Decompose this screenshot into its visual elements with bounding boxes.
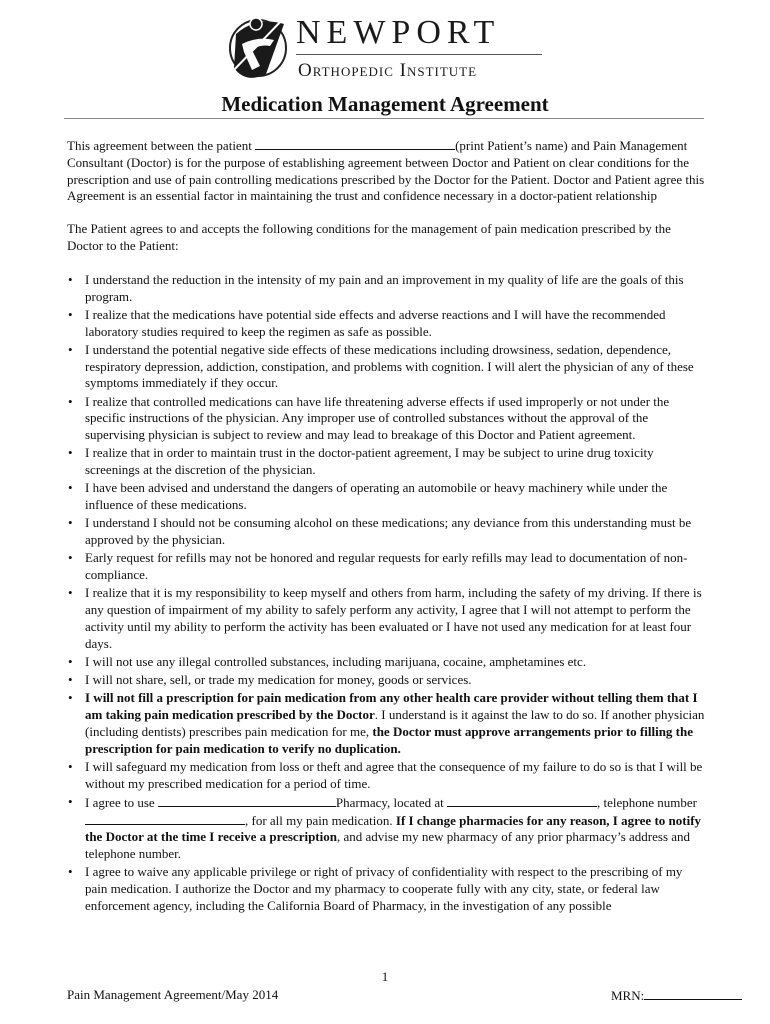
- list-item: • Early request for refills may not be honored and regular requests for early refills may lead to documentation of non-compliance.: [68, 550, 688, 583]
- list-item-pharmacy: • I agree to use Pharmacy, located at , telephone number , for all my pain medication. If I change pharmacies for any reason, I agree to notify the Doctor at the time I receive a prescription, and advise my new pharmacy of any prior pharmacy’s address and telephone number.: [68, 793, 702, 862]
- patient-name-field[interactable]: [255, 137, 455, 150]
- list-item-prescription: • I will not fill a prescription for pain medication from any other health care provider without telling them that I am taking pain medication prescribed by the Doctor. I understand is it against the law to do so. If another physician (including dentists) prescribes pain medication for me, the Doctor must approve arrangements prior to filling the prescription for pain medication to verify no duplication.: [68, 690, 705, 756]
- title-underline: [64, 118, 704, 119]
- conditions-lead: The Patient agrees to and accepts the following conditions for the management of pain medication prescribed by the Doctor to the Patient:: [67, 221, 671, 253]
- list-item: • I will not use any illegal controlled substances, including marijuana, cocaine, amphetamines etc.: [68, 653, 587, 669]
- brand-name: NEWPORT: [296, 14, 501, 51]
- list-item: • I realize that in order to maintain trust in the doctor-patient agreement, I may be subject to urine drug toxicity screenings at the discretion of the physician.: [68, 445, 654, 478]
- list-item: • I agree to waive any applicable privilege or right of privacy of confidentiality with respect to the prescribing of my pain medication. I authorize the Doctor and my pharmacy to cooperate fully with any city, state, or federal law enforcement agency, including the California Board of Pharmacy, in the investigation of any possible: [68, 864, 683, 913]
- list-item: • I understand the reduction in the intensity of my pain and an improvement in my quality of life are the goals of this program.: [68, 271, 684, 304]
- list-item: • I realize that controlled medications can have life threatening adverse effects if used improperly or not under the specific instructions of the physician. Any improper use of controlled substances without the approval of the supervising physician is subject to review and may lead to breakage of this Doctor and Patient agreement.: [68, 393, 670, 443]
- brand-subtitle: Orthopedic Institute: [298, 60, 478, 81]
- pharmacy-phone-field[interactable]: [85, 812, 245, 825]
- list-item: • I realize that it is my responsibility to keep myself and others from harm, including the safety of my driving. If there is any question of impairment of my ability to safely perform any activity, I agree that I will not attempt to perform the activity until my ability to perform the activity has been evaluated or I have not used any medication for at least four days.: [68, 585, 702, 651]
- list-item: • I have been advised and understand the dangers of operating an automobile or heavy machinery while under the influence of these medications.: [68, 480, 668, 513]
- document-title: Medication Management Agreement: [221, 92, 549, 116]
- list-item: • I realize that the medications have potential side effects and adverse reactions and I will have the recommended laboratory studies required to keep the regimen as safe as possible.: [68, 306, 666, 339]
- footer-document-label: Pain Management Agreement/May 2014: [67, 987, 279, 1002]
- runner-figure-icon: [226, 14, 288, 86]
- list-item: • I will not share, sell, or trade my medication for money, goods or services.: [68, 672, 472, 688]
- brand-divider: [296, 54, 542, 55]
- page-number: 1: [381, 969, 389, 984]
- letterhead: [0, 0, 770, 90]
- list-item: • I understand the potential negative side effects of these medications including drowsiness, sedation, dependence, respiratory depression, addiction, constipation, and problems with cognition. I will alert the physician of any of these symptoms immediately if they occur.: [68, 341, 694, 391]
- pharmacy-name-field[interactable]: [158, 794, 336, 807]
- intro-paragraph: This agreement between the patient (print Patient’s name) and Pain Management Consultant (Doctor) is for the purpose of establishing agreement between Doctor and Patient on clear conditions for the prescription and use of pain controlling medications prescribed by the Doctor for the Patient. Doctor and Patient agree this Agreement is an essential factor in maintaining the trust and confidence necessary in a doctor-patient relationship: [67, 138, 705, 204]
- pharmacy-location-field[interactable]: [447, 794, 597, 807]
- list-item: • I will safeguard my medication from loss or theft and agree that the consequence of my failure to do so is that I will be without my prescribed medication for a period of time.: [68, 758, 703, 791]
- list-item: • I understand I should not be consuming alcohol on these medications; any deviance from this understanding must be approved by the physician.: [68, 515, 692, 548]
- mrn-field-group: [611, 987, 742, 1004]
- conditions-list: [67, 272, 705, 915]
- agreement-body: [67, 137, 705, 916]
- mrn-label: MRN:: [611, 988, 645, 1003]
- mrn-field[interactable]: [644, 987, 742, 1000]
